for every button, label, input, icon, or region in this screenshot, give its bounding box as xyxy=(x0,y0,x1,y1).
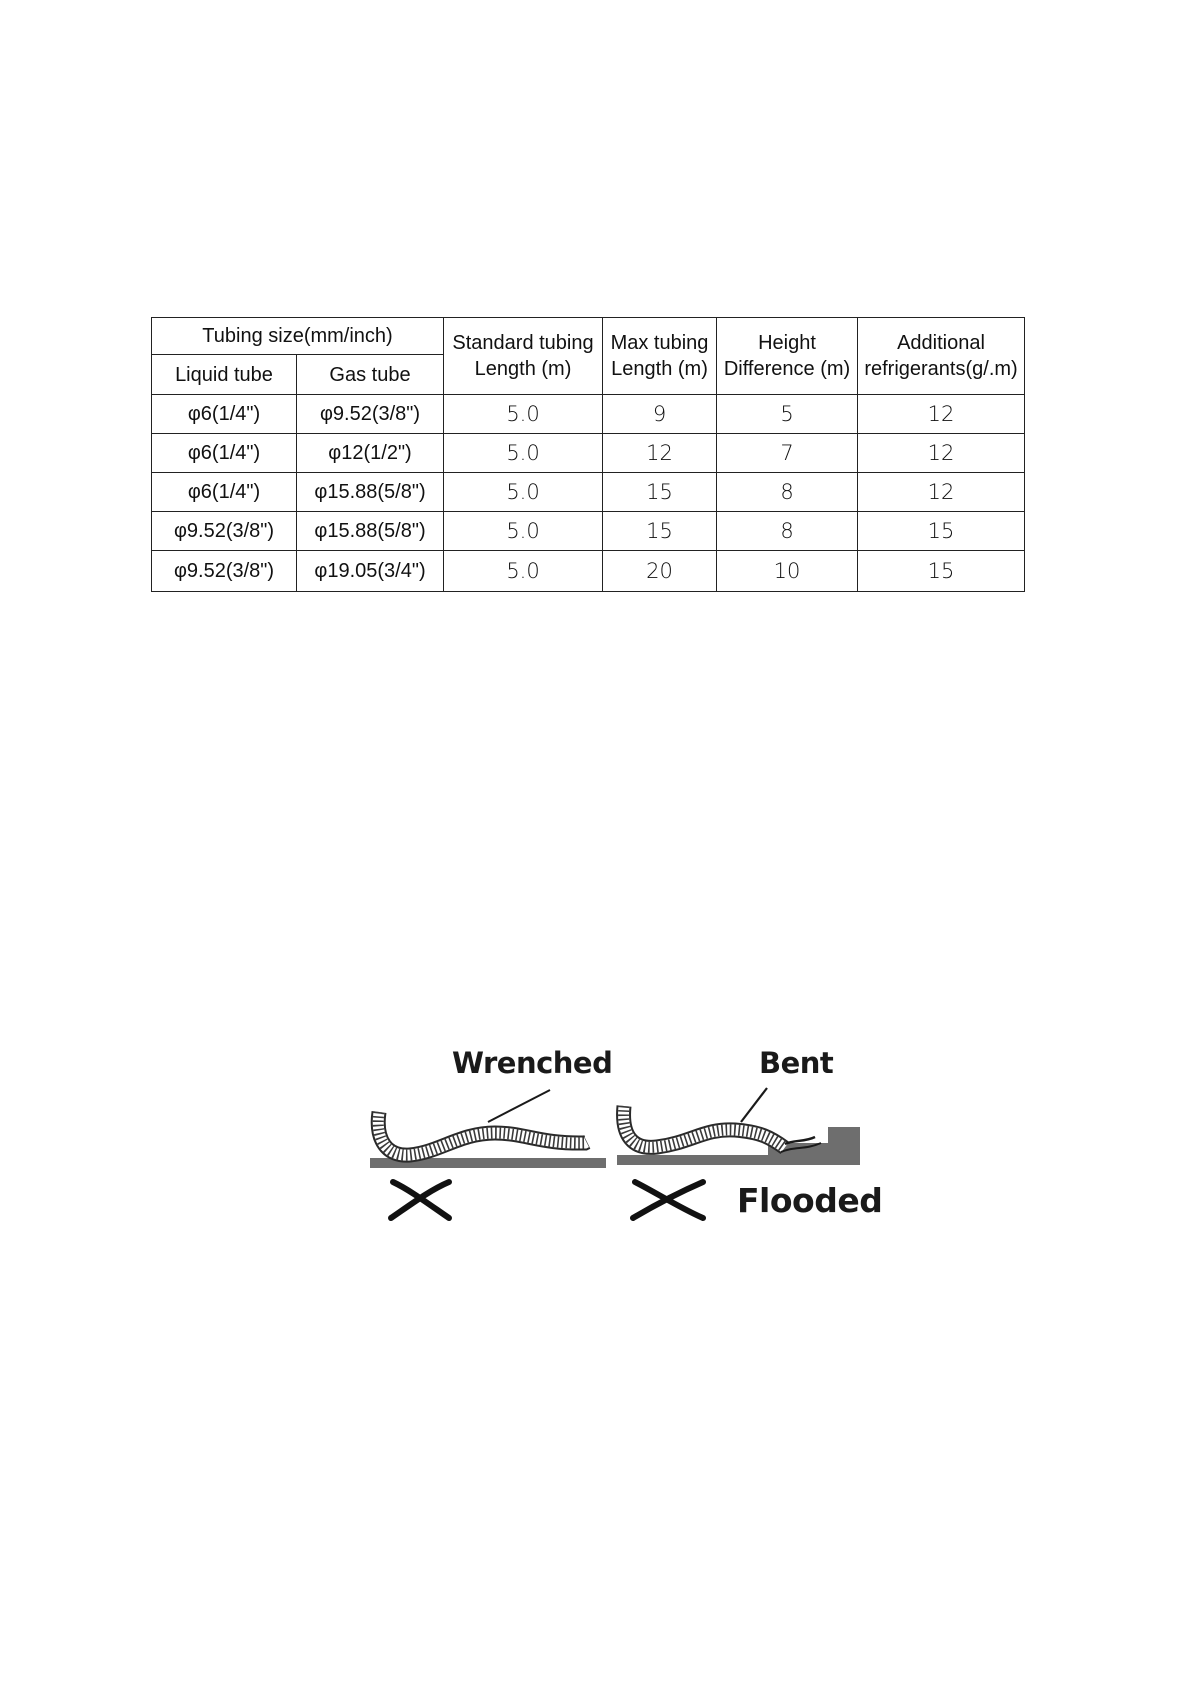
height-difference-cell: 8 xyxy=(717,473,858,512)
table-row xyxy=(152,551,1025,592)
liquid-tube-cell: φ9.52(3/8") xyxy=(152,512,297,551)
gas-tube-cell: φ15.88(5/8") xyxy=(297,512,444,551)
bent-hose-icon xyxy=(617,1088,860,1165)
height-difference-cell: 7 xyxy=(717,434,858,473)
header-height-line2: Difference (m) xyxy=(723,358,851,380)
standard-length-cell: 5.0 xyxy=(444,395,603,434)
liquid-tube-cell: φ9.52(3/8") xyxy=(152,551,297,592)
max-length-cell: 12 xyxy=(603,434,717,473)
wrenched-hose-icon xyxy=(370,1090,606,1168)
table-row xyxy=(152,395,1025,434)
header-liquid-tube: Liquid tube xyxy=(152,355,297,395)
table-row xyxy=(152,473,1025,512)
max-length-cell: 15 xyxy=(603,473,717,512)
liquid-tube-cell: φ6(1/4") xyxy=(152,395,297,434)
wrenched-label: Wrenched xyxy=(452,1046,613,1080)
gas-tube-cell: φ9.52(3/8") xyxy=(297,395,444,434)
standard-length-cell: 5.0 xyxy=(444,512,603,551)
header-standard-line2: Length (m) xyxy=(474,358,572,380)
additional-refrigerant-cell: 15 xyxy=(858,551,1025,592)
header-standard-line1: Standard tubing xyxy=(452,332,594,354)
additional-refrigerant-cell: 12 xyxy=(858,434,1025,473)
bent-label: Bent xyxy=(759,1046,834,1080)
cross-mark-icon xyxy=(391,1182,449,1218)
additional-refrigerant-cell: 15 xyxy=(858,512,1025,551)
height-difference-cell: 8 xyxy=(717,512,858,551)
table-row xyxy=(152,434,1025,473)
liquid-tube-cell: φ6(1/4") xyxy=(152,473,297,512)
header-max-line2: Length (m) xyxy=(611,358,708,380)
gas-tube-cell: φ12(1/2") xyxy=(297,434,444,473)
standard-length-cell: 5.0 xyxy=(444,551,603,592)
flooded-label: Flooded xyxy=(737,1181,883,1220)
header-height-difference xyxy=(717,318,858,395)
header-additional-line2: refrigerants(g/.m) xyxy=(864,358,1018,380)
header-gas-tube: Gas tube xyxy=(297,355,444,395)
gas-tube-cell: φ15.88(5/8") xyxy=(297,473,444,512)
max-length-cell: 15 xyxy=(603,512,717,551)
table-row xyxy=(152,512,1025,551)
header-height-line1: Height xyxy=(758,332,816,354)
header-additional-refrigerants xyxy=(858,318,1025,395)
cross-mark-icon xyxy=(633,1182,703,1218)
height-difference-cell: 5 xyxy=(717,395,858,434)
header-tubing-size: Tubing size(mm/inch) xyxy=(152,318,444,355)
header-max-length xyxy=(603,318,717,395)
gas-tube-cell: φ19.05(3/4") xyxy=(297,551,444,592)
additional-refrigerant-cell: 12 xyxy=(858,395,1025,434)
height-difference-cell: 10 xyxy=(717,551,858,592)
header-standard-length xyxy=(444,318,603,395)
max-length-cell: 20 xyxy=(603,551,717,592)
max-length-cell: 9 xyxy=(603,395,717,434)
additional-refrigerant-cell: 12 xyxy=(858,473,1025,512)
standard-length-cell: 5.0 xyxy=(444,434,603,473)
liquid-tube-cell: φ6(1/4") xyxy=(152,434,297,473)
tubing-installation-figure xyxy=(365,1040,885,1240)
tubing-spec-table xyxy=(151,317,1025,592)
header-additional-line1: Additional xyxy=(897,332,985,354)
header-max-line1: Max tubing xyxy=(610,332,709,354)
standard-length-cell: 5.0 xyxy=(444,473,603,512)
